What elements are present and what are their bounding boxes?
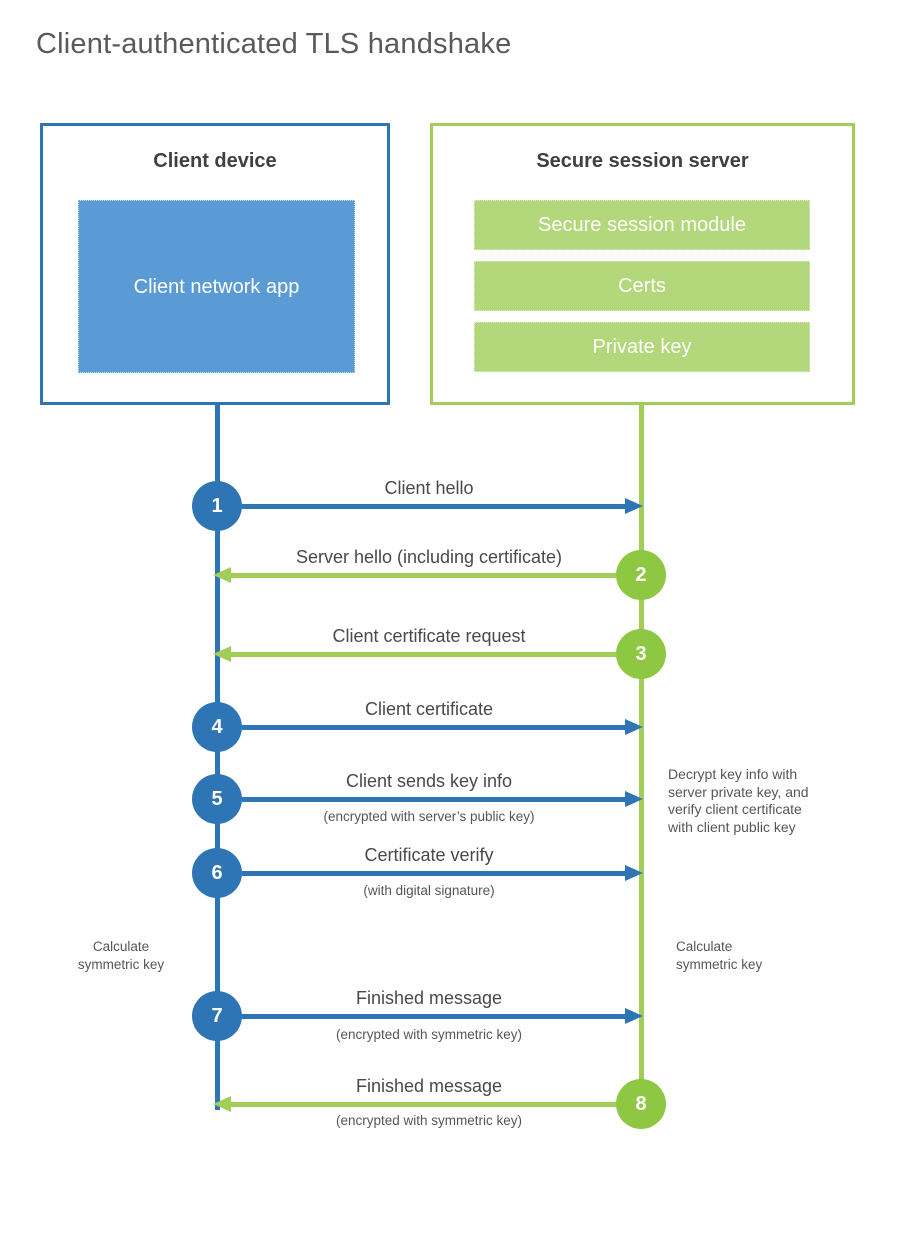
message-7-sublabel: (encrypted with symmetric key) <box>335 1027 523 1042</box>
client-device-box <box>40 123 390 405</box>
page-title: Client-authenticated TLS handshake <box>36 28 512 60</box>
arrow-right-icon <box>625 865 643 881</box>
calc-note-line: symmetric key <box>676 956 763 972</box>
step-3-number: 3 <box>635 642 647 665</box>
step-1-number: 1 <box>211 494 223 517</box>
decrypt-note-line: verify client certificate <box>668 801 802 817</box>
client-network-app-label: Client network app <box>133 275 300 298</box>
decrypt-note-line: Decrypt key info with <box>668 766 798 782</box>
arrow-right-icon <box>625 1008 643 1024</box>
arrow-left-icon <box>213 1096 231 1112</box>
server-module-label: Secure session module <box>538 213 746 236</box>
message-3-label: Client certificate request <box>332 626 526 646</box>
client-network-app-box <box>78 200 355 373</box>
step-1-circle <box>192 481 242 531</box>
server-private-key-label: Private key <box>592 335 692 358</box>
message-4-arrow <box>242 725 625 730</box>
step-8-number: 8 <box>635 1092 647 1115</box>
step-2-circle <box>616 550 666 600</box>
message-7-arrow <box>242 1014 625 1019</box>
message-1-label: Client hello <box>384 478 474 498</box>
step-2-number: 2 <box>635 563 647 586</box>
message-6-label: Certificate verify <box>364 845 494 865</box>
message-6-arrow <box>242 871 625 876</box>
secure-session-server-title: Secure session server <box>536 150 749 172</box>
server-certs-bar <box>474 261 810 311</box>
server-certs-label: Certs <box>618 274 666 297</box>
message-2-arrow <box>231 573 616 578</box>
secure-session-server-box <box>430 123 855 405</box>
step-3-circle <box>616 629 666 679</box>
arrow-right-icon <box>625 498 643 514</box>
step-4-circle <box>192 702 242 752</box>
step-5-circle <box>192 774 242 824</box>
message-3-arrow <box>231 652 616 657</box>
message-8-sublabel: (encrypted with symmetric key) <box>335 1113 523 1128</box>
step-8-circle <box>616 1079 666 1129</box>
calc-note-line: symmetric key <box>77 956 165 972</box>
message-2-label: Server hello (including certificate) <box>295 547 563 567</box>
step-7-number: 7 <box>211 1004 223 1027</box>
calculate-symmetric-key-note-server <box>676 938 816 973</box>
message-1-arrow <box>242 504 625 509</box>
arrow-right-icon <box>625 719 643 735</box>
server-module-bar <box>474 200 810 250</box>
arrow-left-icon <box>213 567 231 583</box>
decrypt-note-line: server private key, and <box>668 783 809 800</box>
calc-note-line: Calculate <box>676 939 733 954</box>
step-4-number: 4 <box>211 715 223 738</box>
message-7-label: Finished message <box>355 988 503 1008</box>
server-private-key-bar <box>474 322 810 372</box>
step-6-circle <box>192 848 242 898</box>
message-8-label: Finished message <box>355 1076 503 1096</box>
client-device-title: Client device <box>153 150 277 172</box>
arrow-left-icon <box>213 646 231 662</box>
calc-note-line: Calculate <box>92 939 150 954</box>
message-5-sublabel: (encrypted with server’s public key) <box>323 809 535 824</box>
decrypt-note <box>668 766 858 836</box>
message-8-arrow <box>231 1102 616 1107</box>
calculate-symmetric-key-note-client <box>62 938 180 973</box>
arrow-right-icon <box>625 791 643 807</box>
message-4-label: Client certificate <box>364 699 494 719</box>
step-7-circle <box>192 991 242 1041</box>
decrypt-note-line: with client public key <box>668 818 796 835</box>
message-6-sublabel: (with digital signature) <box>363 883 495 898</box>
step-6-number: 6 <box>211 861 223 884</box>
step-5-number: 5 <box>211 787 223 810</box>
message-5-label: Client sends key info <box>345 771 513 791</box>
message-5-arrow <box>242 797 625 802</box>
